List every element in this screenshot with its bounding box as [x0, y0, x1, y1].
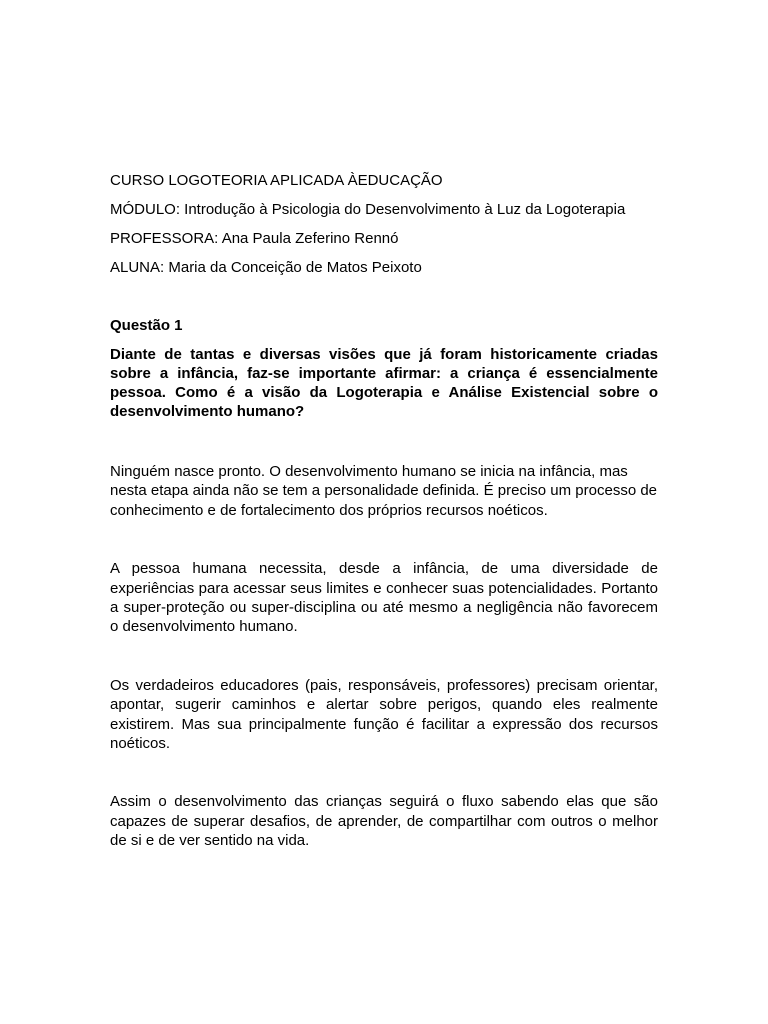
answer-paragraph-4: Assim o desenvolvimento das crianças seguirá o fluxo sabendo elas que são capazes de superar desafios, de aprender, de compartilhar com outros o melhor de si e de ver sentido na vida.	[110, 793, 658, 850]
document-header	[110, 171, 658, 277]
answer-paragraph-1: Ninguém nasce pronto. O desenvolvimento humano se inicia na infância, mas nesta etapa ainda não se tem a personalidade definida. É preciso um processo de conhecimento e de fortalecimento dos próprios recursos noéticos.	[110, 463, 658, 519]
question-block	[110, 316, 658, 421]
document-page	[110, 171, 658, 890]
course-title: CURSO LOGOTEORIA APLICADA ÀEDUCAÇÃO	[110, 172, 443, 189]
answer-block	[110, 462, 658, 851]
student-line: ALUNA: Maria da Conceição de Matos Peixoto	[110, 259, 422, 276]
answer-paragraph-3: Os verdadeiros educadores (pais, responsáveis, professores) precisam orientar, apontar, sugerir caminhos e alertar sobre perigos, quando eles realmente existirem. Mas sua principalmente função é facilitar a expressão dos recursos noéticos.	[110, 676, 658, 753]
question-title: Questão 1	[110, 317, 183, 334]
module-line: MÓDULO: Introdução à Psicologia do Desenvolvimento à Luz da Logoterapia	[110, 201, 626, 218]
teacher-line: PROFESSORA: Ana Paula Zeferino Rennó	[110, 230, 399, 247]
question-text: Diante de tantas e diversas visões que já foram historicamente criadas sobre a infância, faz-se importante afirmar: a criança é essencialmente pessoa. Como é a visão da Logoterapia e Análise Existencial sobre o desenvolvimento humano?	[110, 346, 658, 420]
answer-paragraph-2: A pessoa humana necessita, desde a infância, de uma diversidade de experiências para acessar seus limites e conhecer suas potencialidades. Portanto a super-proteção ou super-disciplina ou até mesmo a negligência não favorecem o desenvolvimento humano.	[110, 560, 658, 636]
